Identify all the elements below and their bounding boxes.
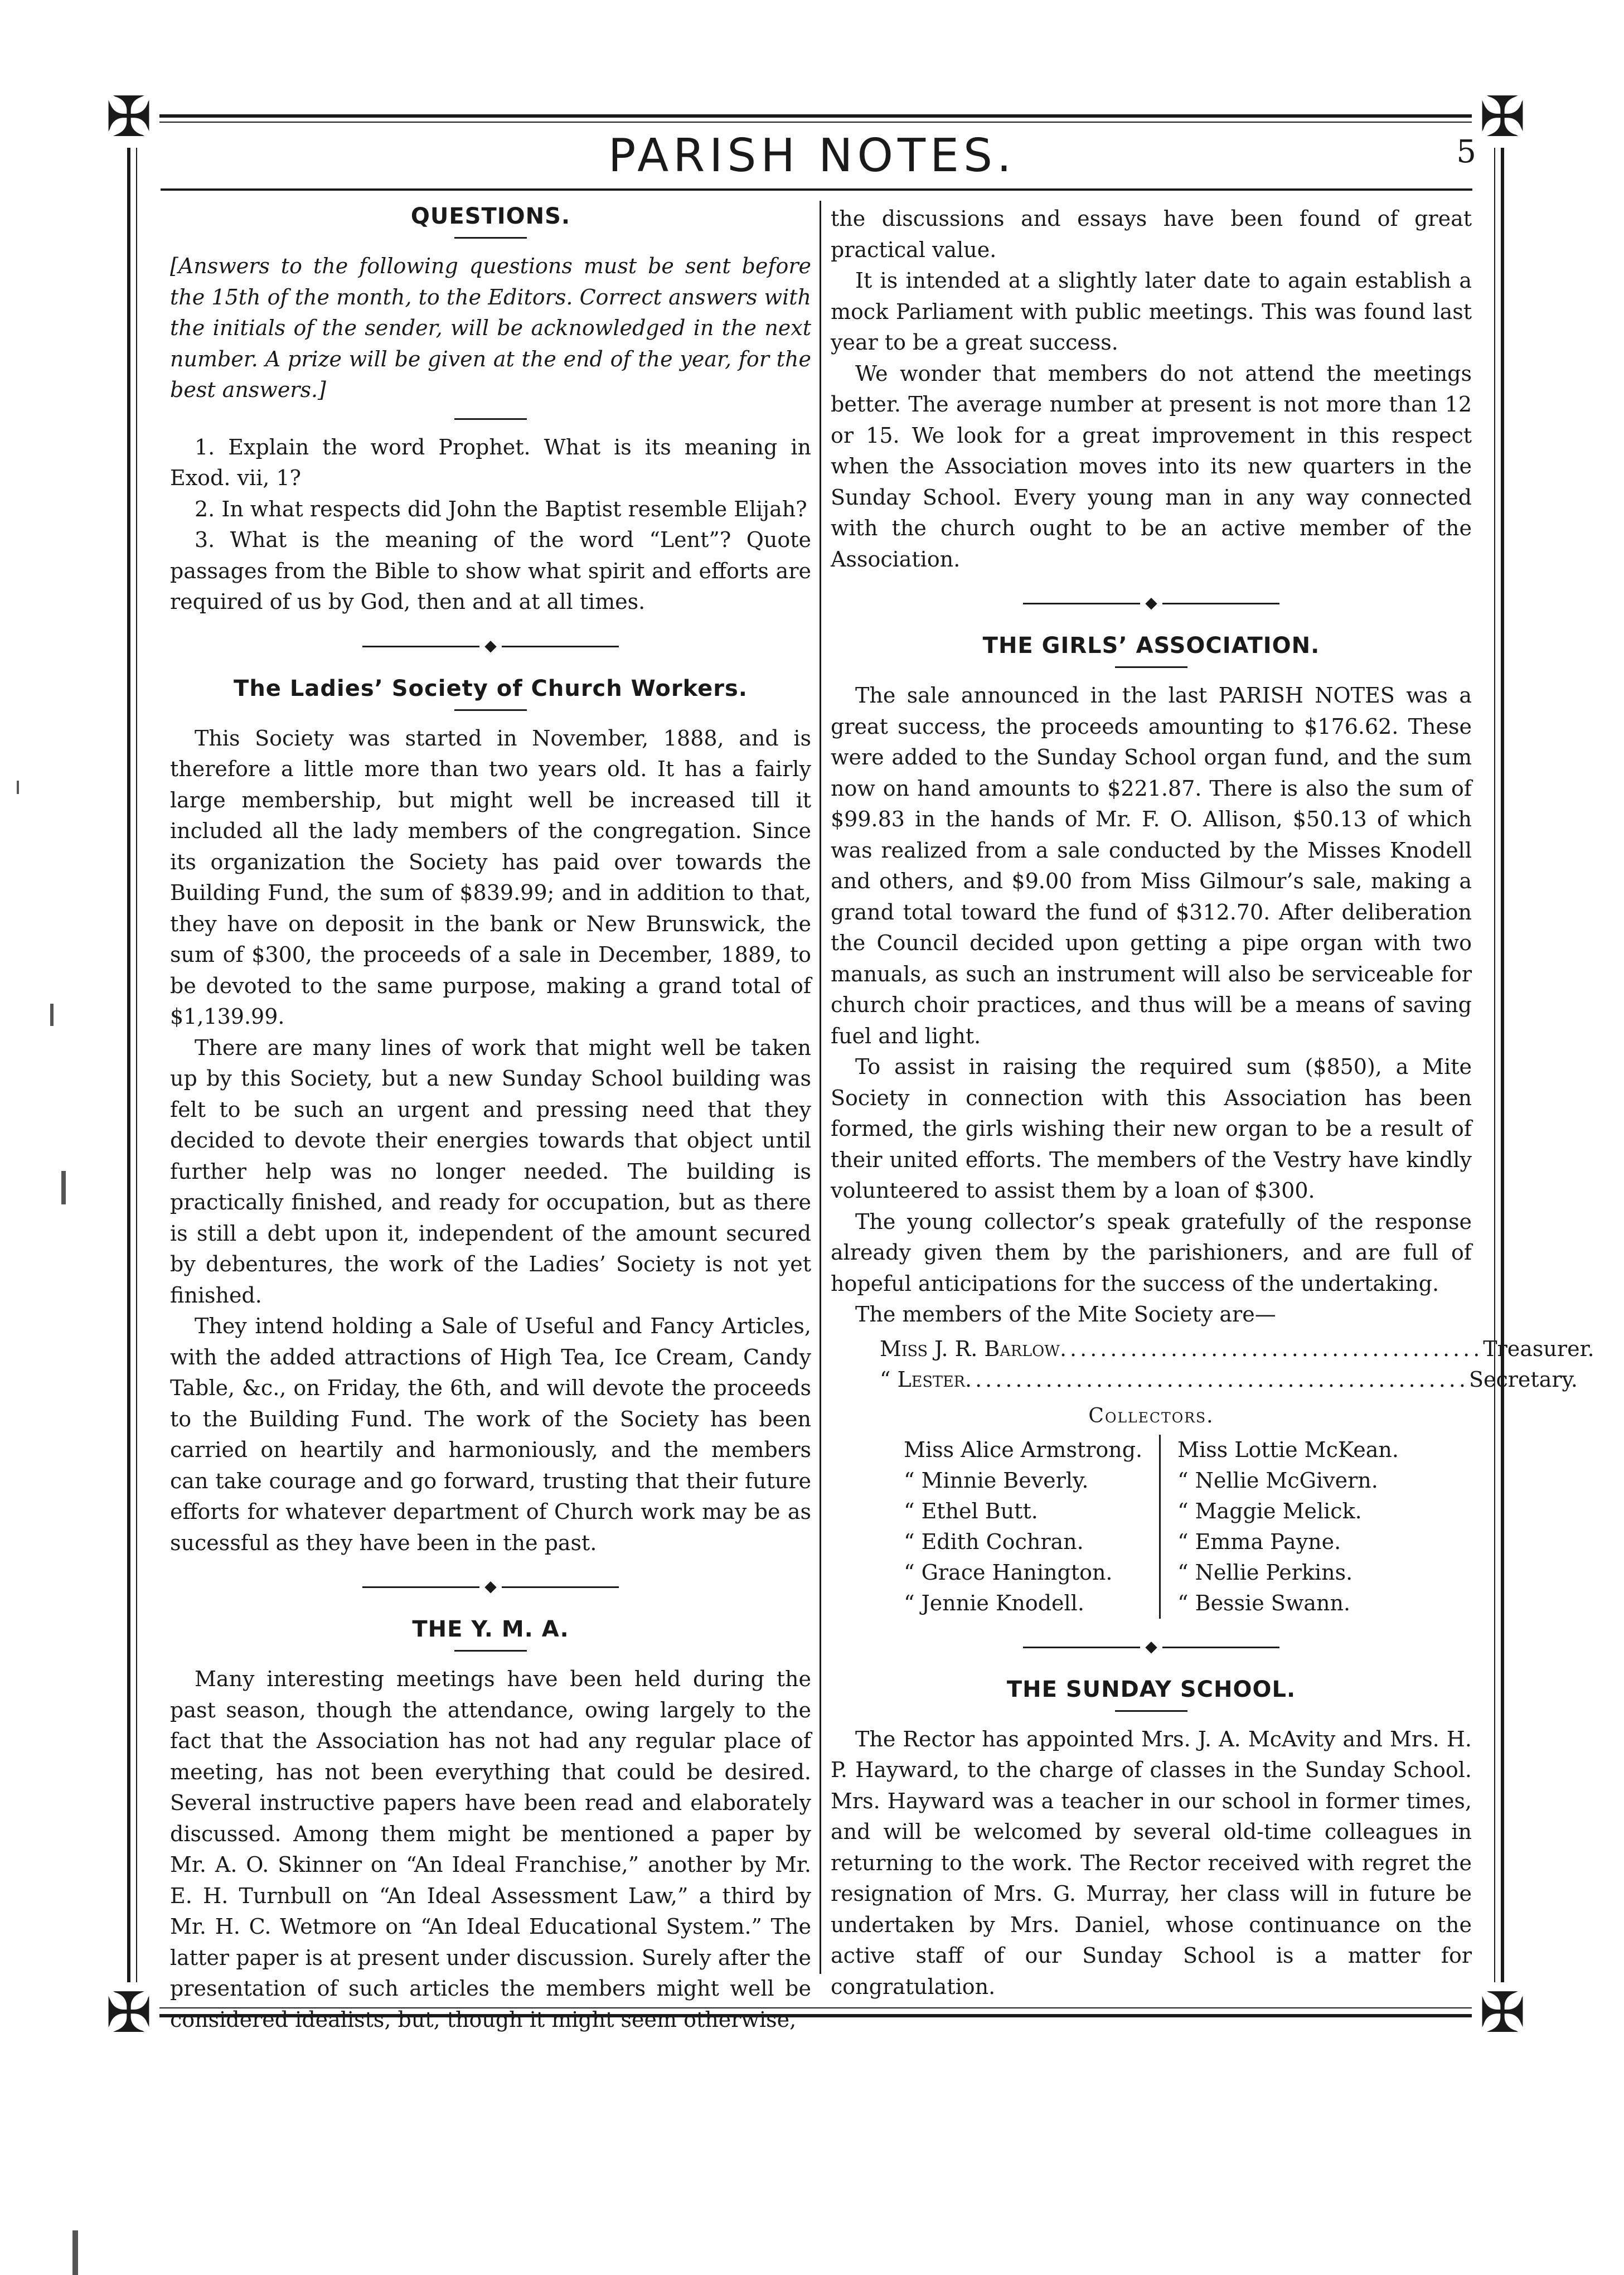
section-rule bbox=[454, 418, 527, 420]
heading-underline bbox=[454, 709, 527, 711]
corner-cross-icon: ✠ bbox=[98, 86, 159, 148]
article-paragraph: This Society was started in November, 1888, and is therefore a little more than two years old. It has a fairly large membership, but might well be increased till it included all the lady members of the congregation. Since its organization the Society has paid over towards the Building Fund, the sum of $839.99; and in addition to that, they have on deposit in the bank or New Brunswick, the sum of $300, the proceeds of a sale in December, 1889, to be devoted to the same purpose, making a grand total of $1,139.99. bbox=[170, 725, 811, 1029]
sunday-school-section bbox=[831, 1677, 1472, 2003]
officer-row bbox=[831, 1364, 1578, 1395]
collector-name: “ Maggie Melick. bbox=[1177, 1498, 1362, 1523]
collector-name: “ Nellie Perkins. bbox=[1177, 1560, 1353, 1585]
article-paragraph: The Rector has appointed Mrs. J. A. McAvity and Mrs. H. P. Hayward, to the charge of classes in the Sunday School. Mrs. Hayward was a teacher in our school in former times, and will be welcomed by several old-time colleagues in returning to the work. The Rector received with regret the resignation of Mrs. G. Murray, her class will in future be undertaken by Mrs. Daniel, whose continuance on the active staff of our Sunday School is a matter for congratulation. bbox=[831, 1726, 1472, 1999]
sunday-school-heading: THE SUNDAY SCHOOL. bbox=[1006, 1676, 1296, 1702]
scan-speck bbox=[72, 2230, 78, 2275]
collectors-column-left bbox=[887, 1435, 1161, 1619]
heading-underline bbox=[454, 237, 527, 239]
questions-instructions bbox=[170, 251, 811, 406]
diamond-ornament-icon: ◆ bbox=[1145, 1637, 1157, 1656]
scan-speck bbox=[17, 781, 19, 794]
diamond-ornament-icon: ◆ bbox=[484, 1577, 497, 1595]
questions-heading: QUESTIONS. bbox=[410, 204, 571, 229]
section-divider bbox=[170, 1575, 811, 1598]
frame-left-rule-inner bbox=[136, 114, 137, 2017]
frame-top-rule-inner bbox=[112, 122, 1507, 123]
ladies-society-section bbox=[170, 676, 811, 1559]
collector-name: “ Minnie Beverly. bbox=[904, 1468, 1089, 1493]
frame-right-rule bbox=[1501, 114, 1504, 2017]
collector-name: “ Jennie Knodell. bbox=[904, 1590, 1084, 1615]
corner-cross-icon: ✠ bbox=[98, 1982, 159, 2044]
collectors-heading: Collectors. bbox=[1088, 1404, 1214, 1427]
heading-underline bbox=[454, 1650, 527, 1652]
frame-top-rule bbox=[112, 114, 1507, 118]
header-rule bbox=[161, 188, 1472, 191]
divider-line bbox=[1162, 603, 1279, 604]
section-divider bbox=[831, 592, 1472, 614]
diamond-ornament-icon: ◆ bbox=[1145, 593, 1157, 612]
questions-section bbox=[170, 204, 811, 618]
column-divider bbox=[820, 201, 821, 1974]
article-paragraph: The young collector’s speak gratefully of the response already given them by the parishioners, and are full of hopeful anticipations for the success of the undertaking. bbox=[831, 1209, 1472, 1296]
scan-speck bbox=[50, 1004, 54, 1026]
left-column bbox=[170, 204, 811, 2035]
leader-dots: .......................................... bbox=[1059, 1336, 1484, 1361]
officers-list bbox=[831, 1334, 1594, 1395]
section-divider bbox=[831, 1635, 1472, 1658]
article-paragraph: Many interesting meetings have been held during the past season, though the attendance, owing largely to the fact that the Association has not had any regular place of meeting, has not been everything that could be desired. Several instructive papers have been read and elaborately discussed. Among them might be mentioned a paper by Mr. A. O. Skinner on “An Ideal Franchise,” another by Mr. E. H. Turnbull on “An Ideal Assessment Law,” a third by Mr. H. C. Wetmore on “An Ideal Educational System.” The latter paper is at present under discussion. Surely after the presentation of such articles the members might well be considered idealists, but, though it might seem otherwise, bbox=[170, 1667, 811, 2032]
collector-name: “ Bessie Swann. bbox=[1177, 1590, 1351, 1615]
officer-name: “ Lester bbox=[880, 1367, 965, 1392]
leader-dots: .................................................. bbox=[965, 1367, 1469, 1392]
collector-name: Miss Lottie McKean. bbox=[1177, 1437, 1399, 1462]
divider-line bbox=[502, 646, 619, 647]
officer-name: Miss J. R. Barlow bbox=[880, 1336, 1060, 1361]
divider-line bbox=[502, 1586, 619, 1588]
question-item: 3. What is the meaning of the word “Lent”? Quote passages from the Bible to show what spirit and efforts are required of us by God, then and at all times. bbox=[170, 527, 811, 614]
right-column bbox=[831, 204, 1594, 2002]
scan-speck bbox=[61, 1171, 66, 1204]
article-paragraph: The sale announced in the last PARISH NOTES was a great success, the proceeds amounting to $176.62. These were added to the Sunday School organ fund, and the sum now on hand amounts to $221.87. There is also the sum of $99.83 in the hands of Mr. F. O. Allison, $50.13 of which was realized from a sale conducted by the Misses Knodell and others, and $9.00 from Miss Gilmour’s sale, making a grand total toward the fund of $312.70. After deliberation the Council decided upon getting a pipe organ with two manuals, as such an instrument will also be serviceable for church choir practices, and thus will be a means of saving fuel and light. bbox=[831, 683, 1472, 1048]
girls-association-section bbox=[831, 633, 1594, 1619]
frame-right-rule-inner bbox=[1494, 114, 1495, 2017]
question-item: 2. In what respects did John the Baptist resemble Elijah? bbox=[195, 496, 807, 521]
divider-line bbox=[1162, 1647, 1279, 1648]
corner-cross-icon: ✠ bbox=[1472, 1982, 1533, 2044]
article-paragraph: The members of the Mite Society are— bbox=[855, 1302, 1276, 1327]
collector-name: “ Ethel Butt. bbox=[904, 1498, 1038, 1523]
section-divider bbox=[170, 635, 811, 657]
collector-name: “ Nellie McGivern. bbox=[1177, 1468, 1378, 1493]
collectors-column-right bbox=[1161, 1435, 1415, 1619]
collector-name: “ Grace Hanington. bbox=[904, 1560, 1113, 1585]
corner-cross-icon: ✠ bbox=[1472, 86, 1533, 148]
article-paragraph: They intend holding a Sale of Useful and Fancy Articles, with the added attractions of High Tea, Ice Cream, Candy Table, &c., on Friday, the 6th, and will devote the proceeds to the Building Fund. The work of the Society has been carried on heartily and harmoniously, and the members can take courage and go forward, trusting that their future efforts for whatever department of Church work may be as sucessful as they have been in the past. bbox=[170, 1314, 811, 1555]
heading-underline bbox=[1115, 666, 1187, 668]
page-number: 5 bbox=[1456, 134, 1476, 170]
divider-line bbox=[362, 1586, 479, 1588]
divider-line bbox=[1023, 1647, 1140, 1648]
heading-underline bbox=[1115, 1710, 1187, 1712]
officer-role: Treasurer. bbox=[1483, 1336, 1594, 1361]
collector-name: Miss Alice Armstrong. bbox=[904, 1437, 1143, 1462]
question-item: 1. Explain the word Prophet. What is its meaning in Exod. vii, 1? bbox=[170, 434, 811, 490]
officer-role: Secretary. bbox=[1468, 1367, 1578, 1392]
instructions-text: [Answers to the following questions must be sent before the 15th of the month, to the Editors. Correct answers with the initials of the sender, will be acknowledged in the next number. A prize will be given at the end of the year, for the best answers.] bbox=[170, 254, 811, 402]
article-paragraph: To assist in raising the required sum ($850), a Mite Society in connection with this Association has been formed, the girls wishing their new organ to be a result of their united efforts. The members of the Vestry have kindly volunteered to assist them by a loan of $300. bbox=[831, 1054, 1472, 1203]
frame-left-rule bbox=[127, 114, 130, 2017]
article-paragraph: It is intended at a slightly later date to again establish a mock Parliament with public meetings. This was found last year to be a great success. bbox=[831, 268, 1472, 355]
scan-artifacts bbox=[11, 781, 123, 2119]
divider-line bbox=[362, 646, 479, 647]
divider-line bbox=[1023, 603, 1140, 604]
article-paragraph: There are many lines of work that might well be taken up by this Society, but a new Sunday School building was felt to be such an urgent and pressing need that they decided to devote their energies towards that object until further help was no longer needed. The building is practically finished, and ready for occupation, but as there is still a debt upon it, independent of the amount secured by debentures, the work of the Ladies’ Society is not yet finished. bbox=[170, 1035, 811, 1308]
page-title: PARISH NOTES. bbox=[608, 129, 1016, 182]
article-paragraph: We wonder that members do not attend the meetings better. The average number at present is not more than 12 or 15. We look for a great improvement in this respect when the Association moves into its new quarters in the Sunday School. Every young man in any way connected with the church ought to be an active member of the Association. bbox=[831, 361, 1472, 572]
girls-association-heading: THE GIRLS’ ASSOCIATION. bbox=[982, 633, 1320, 659]
yma-heading: THE Y. M. A. bbox=[412, 1616, 569, 1642]
collectors-list bbox=[831, 1435, 1472, 1619]
officer-row bbox=[831, 1334, 1594, 1364]
diamond-ornament-icon: ◆ bbox=[484, 636, 497, 655]
collector-name: “ Edith Cochran. bbox=[904, 1529, 1084, 1554]
collector-name: “ Emma Payne. bbox=[1177, 1529, 1341, 1554]
article-paragraph-continued: the discussions and essays have been found of great practical value. bbox=[831, 206, 1472, 262]
ladies-society-heading: The Ladies’ Society of Church Workers. bbox=[234, 675, 748, 701]
yma-section bbox=[170, 1616, 811, 2035]
